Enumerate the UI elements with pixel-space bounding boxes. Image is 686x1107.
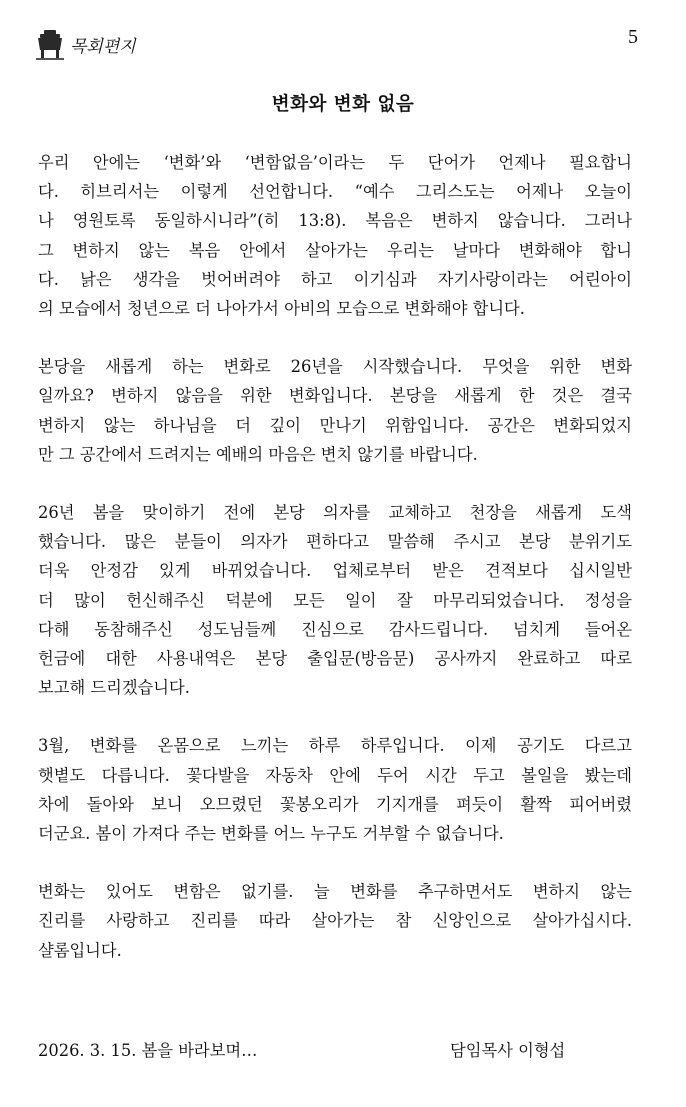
paragraph-line: 나 영원토록 동일하시니라”(히 13:8). 복음은 변하지 않습니다. 그러나	[38, 211, 632, 231]
paragraph-line: 보고해 드리겠습니다.	[38, 678, 190, 698]
paragraph	[38, 731, 632, 848]
page-title: 변화와 변화 없음	[271, 94, 415, 115]
letter-body	[38, 148, 632, 994]
paragraph-line: 변화는 있어도 변함은 없기를. 늘 변화를 추구하면서도 변하지 않는	[38, 882, 632, 902]
newsletter-logo	[36, 28, 176, 62]
paragraph	[38, 352, 632, 469]
paragraph-line: 햇볕도 다릅니다. 꽃다발을 자동차 안에 두어 시간 두고 볼일을 봤는데	[38, 765, 632, 785]
signature: 담임목사 이형섭	[450, 1041, 566, 1060]
paragraph-line: 우리 안에는 ‘변화’와 ‘변함없음’이라는 두 단어가 언제나 필요합니	[38, 153, 632, 172]
paragraph-line: 변하지 않는 하나님을 더 깊이 만나기 위함입니다. 공간은 변화되었지	[38, 415, 632, 435]
paragraph-line: 차에 돌아와 보니 오므렸던 꽃봉오리가 기지개를 펴듯이 활짝 피어버렸	[38, 794, 632, 814]
paragraph-line: 더군요. 봄이 가져다 주는 변화를 어느 누구도 거부할 수 없습니다.	[38, 824, 504, 844]
paragraph-line: 더 많이 헌신해주신 덕분에 모든 일이 잘 마무리되었습니다. 정성을	[38, 590, 632, 610]
paragraph	[38, 498, 632, 702]
closing-date: 2026. 3. 15. 봄을 바라보며…	[38, 1041, 258, 1060]
paragraph-line: 의 모습에서 청년으로 더 나아가서 아비의 모습으로 변화해야 합니다.	[38, 299, 525, 319]
paragraph-line: 다해 동참해주신 성도님들께 진심으로 감사드립니다. 넘치게 들어온	[38, 619, 632, 639]
paragraph-line: 그 변하지 않는 복음 안에서 살아가는 우리는 날마다 변화해야 합니	[38, 240, 632, 260]
paragraph-line: 일까요? 변하지 않음을 위한 변화입니다. 본당을 새롭게 한 것은 결국	[38, 386, 632, 406]
paragraph-line: 샬롬입니다.	[38, 940, 122, 960]
page-number: 5	[628, 26, 638, 48]
paragraph	[38, 877, 632, 965]
paragraph-line: 진리를 사랑하고 진리를 따라 살아가는 참 신앙인으로 살아가십시다.	[38, 911, 632, 931]
paragraph-line: 했습니다. 많은 분들이 의자가 편하다고 말씀해 주시고 본당 분위기도	[38, 532, 632, 552]
pulpit-icon	[36, 30, 64, 60]
page-header	[36, 22, 652, 62]
paragraph-line: 본당을 새롭게 하는 변화로 26년을 시작했습니다. 무엇을 위한 변화	[38, 357, 632, 377]
paragraph-line: 3월, 변화를 온몸으로 느끼는 하루 하루입니다. 이제 공기도 다르고	[38, 736, 632, 756]
logo-text: 목회편지	[70, 37, 136, 57]
paragraph-line: 다. 히브리서는 이렇게 선언합니다. “예수 그리스도는 어제나 오늘이	[38, 182, 632, 202]
paragraph	[38, 148, 632, 323]
paragraph-line: 다. 낡은 생각을 벗어버려야 하고 이기심과 자기사랑이라는 어린아이	[38, 269, 632, 289]
paragraph-line: 헌금에 대한 사용내역은 본당 출입문(방음문) 공사까지 완료하고 따로	[38, 649, 632, 669]
paragraph-line: 26년 봄을 맞이하기 전에 본당 의자를 교체하고 천장을 새롭게 도색	[38, 503, 632, 523]
paragraph-line: 더욱 안정감 있게 바뀌었습니다. 업체로부터 받은 견적보다 십시일반	[38, 561, 632, 581]
paragraph-line: 만 그 공간에서 드려지는 예배의 마음은 변치 않기를 바랍니다.	[38, 444, 478, 464]
